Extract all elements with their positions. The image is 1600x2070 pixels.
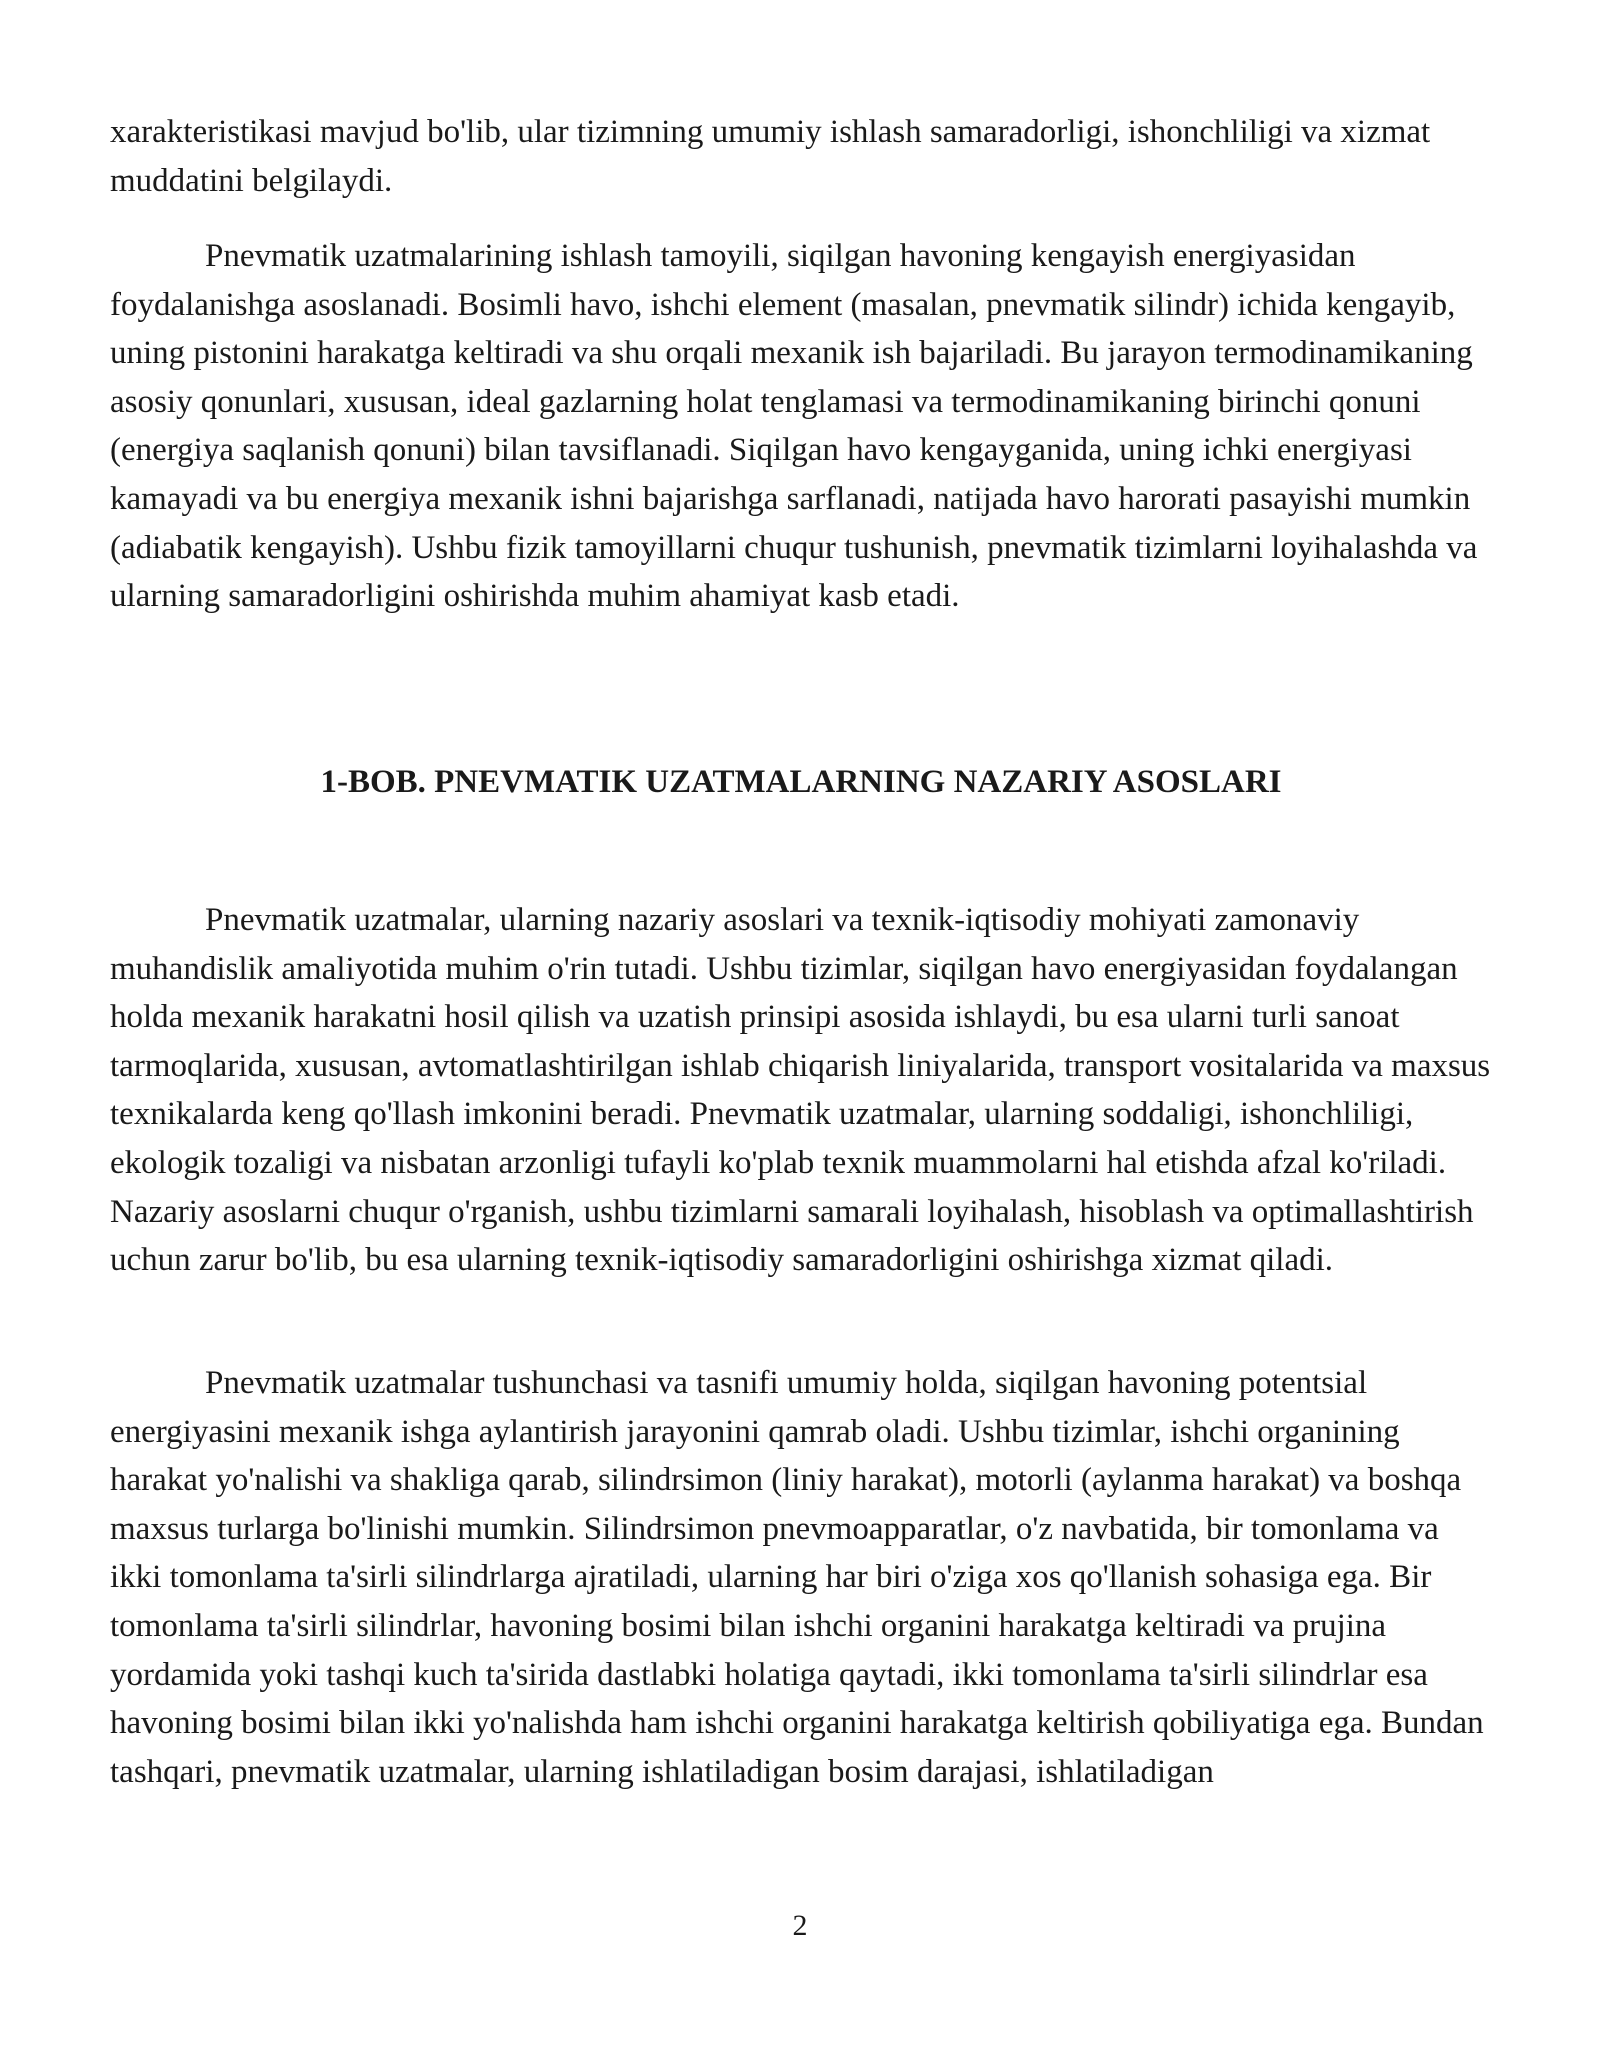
paragraph-concept-classification xyxy=(110,1359,1492,1796)
paragraph-working-principle xyxy=(110,232,1492,621)
paragraph-text: Pnevmatik uzatmalar tushunchasi va tasnifi umumiy holda, siqilgan havoning potentsial energiyasini mexanik ishga aylantirish jarayonini qamrab oladi. Ushbu tizimlar, ishchi organining harakat yo'nalishi va shakliga qarab, silindrsimon (liniy harakat), motorli (aylanma harakat) va boshqa maxsus turlarga bo'linishi mumkin. Silindrsimon pnevmoapparatlar, o'z navbatida, bir tomonlama va ikki tomonlama ta'sirli silindrlarga ajratiladi, ularning har biri o'ziga xos qo'llanish sohasiga ega. Bir tomonlama ta'sirli silindrlar, havoning bosimi bilan ishchi organini harakatga keltiradi va prujina yordamida yoki tashqi kuch ta'sirida dastlabki holatiga qaytadi, ikki tomonlama ta'sirli silindrlar esa havoning bosimi bilan ikki yo'nalishda ham ishchi organini harakatga keltirish qobiliyatiga ega. Bundan tashqari, pnevmatik uzatmalar, ularning ishlatiladigan bosim darajasi, ishlatiladigan xyxy=(110,1365,1484,1790)
chapter-heading: 1-BOB. PNEVMATIK UZATMALARNING NAZARIY ASOSLARI xyxy=(320,764,1282,800)
paragraph-text: Pnevmatik uzatmalarining ishlash tamoyili, siqilgan havoning kengayish energiyasidan foydalanishga asoslanadi. Bosimli havo, ishchi element (masalan, pnevmatik silindr) ichida kengayib, uning pistonini harakatga keltiradi va shu orqali mexanik ish bajariladi. Bu jarayon termodinamikaning asosiy qonunlari, xususan, ideal gazlarning holat tenglamasi va termodinamikaning birinchi qonuni (energiya saqlanish qonuni) bilan tavsiflanadi. Siqilgan havo kengayganida, uning ichki energiyasi kamayadi va bu energiya mexanik ishni bajarishga sarflanadi, natijada havo harorati pasayishi mumkin (adiabatik kengayish). Ushbu fizik tamoyillarni chuqur tushunish, pnevmatik tizimlarni loyihalashda va ularning samaradorligini oshirishda muhim ahamiyat kasb etadi. xyxy=(110,238,1478,615)
paragraph-chapter-intro xyxy=(110,896,1492,1285)
paragraph-continuation xyxy=(110,108,1492,205)
page-number: 2 xyxy=(792,1909,808,1942)
paragraph-text: Pnevmatik uzatmalar, ularning nazariy asoslari va texnik-iqtisodiy mohiyati zamonaviy muhandislik amaliyotida muhim o'rin tutadi. Ushbu tizimlar, siqilgan havo energiyasidan foydalangan holda mexanik harakatni hosil qilish va uzatish prinsipi asosida ishlaydi, bu esa ularni turli sanoat tarmoqlarida, xususan, avtomatlashtirilgan ishlab chiqarish liniyalarida, transport vositalarida va maxsus texnikalarda keng qo'llash imkonini beradi. Pnevmatik uzatmalar, ularning soddaligi, ishonchliligi, ekologik tozaligi va nisbatan arzonligi tufayli ko'plab texnik muammolarni hal etishda afzal ko'riladi. Nazariy asoslarni chuqur o'rganish, ushbu tizimlarni samarali loyihalash, hisoblash va optimallashtirish uchun zarur bo'lib, bu esa ularning texnik-iqtisodiy samaradorligini oshirishga xizmat qiladi. xyxy=(110,902,1491,1279)
paragraph-text: xarakteristikasi mavjud bo'lib, ular tizimning umumiy ishlash samaradorligi, ishonchliligi va xizmat muddatini belgilaydi. xyxy=(110,114,1431,199)
